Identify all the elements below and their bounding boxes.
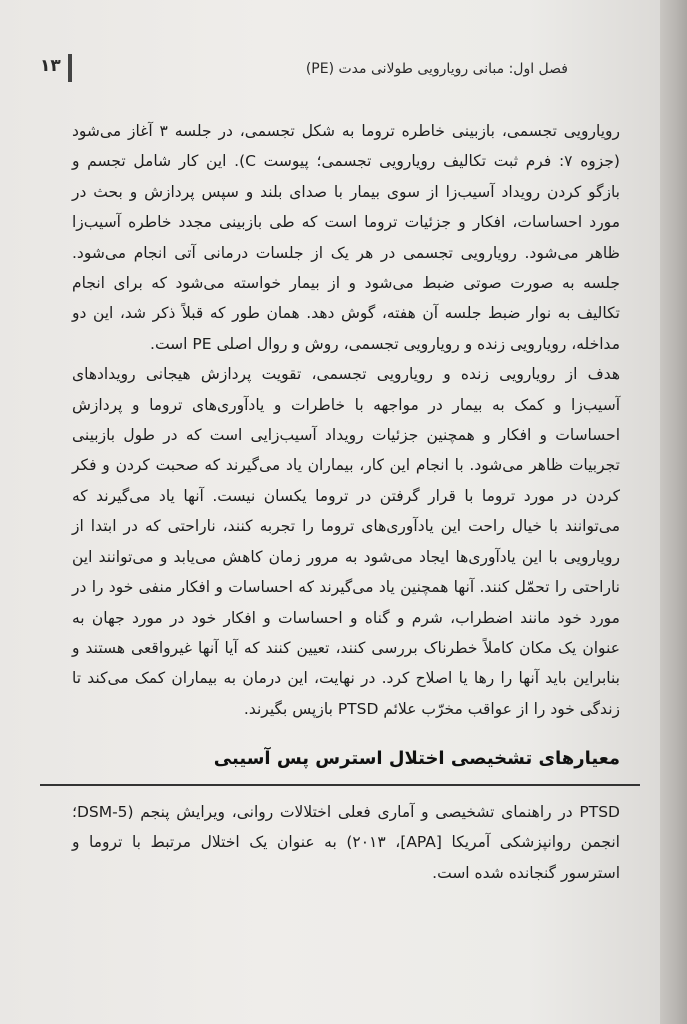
paragraph: هدف از رویارویی زنده و رویارویی تجسمی، تقویت پردازش هیجانی رویدادهای آسیب‌زا و کمک به بیمار در مواجهه با خاطرات و یادآوری‌های تروما و پردازش احساسات و افکار و همچنین جزئیات رویداد آسیب‌زایی است که در طول بازبینی تجربیات ظاهر می‌شود. با انجام این کار، بیماران یاد می‌گیرند که صحبت کردن و فکر کردن در مورد تروما با قرار گرفتن در تروما یکسان نیست. آنها یاد می‌گیرند که می‌توانند با خیال راحت این یادآوری‌های تروما را تجربه کنند، ناراحتی که در ابتدا از رویارویی با این یادآوری‌ها ایجاد می‌شود به مرور زمان کاهش می‌یابد و می‌توانند این ناراحتی را تحمّل کنند. آنها همچنین یاد می‌گیرند که احساسات و افکار منفی خود را در مورد خود مانند اضطراب، شرم و گناه و احساسات و افکار خود در مورد جهان به عنوان یک مکان کاملاً خطرناک بررسی کنند، تعیین کنند که آیا آنها غیرواقعی هستند و بنابراین باید آنها را رها یا اصلاح کرد. در نهایت، این درمان به بیماران کمک می‌کند تا زندگی خود را از عواقب مخرّب علائم PTSD بازپس بگیرند. [72,365,620,718]
chapter-title: فصل اول: مبانی رویارویی طولانی مدت (PE) [305,61,568,77]
running-header [40,54,580,84]
page-edge [660,0,687,1024]
paragraph: PTSD در راهنمای تشخیصی و آماری فعلی اختلالات روانی، ویرایش پنجم (DSM-5؛ انجمن روانپزشکی آمریکا [APA]، ۲۰۱۳) به عنوان یک اختلال مرتبط با تروما و استرسور گنجانده شده است. [72,803,620,882]
paragraph: رویارویی تجسمی، بازبینی خاطره تروما به شکل تجسمی، در جلسه ۳ آغاز می‌شود (جزوه ۷: فرم ثبت تکالیف رویارویی تجسمی؛ پیوست C). این کار شامل تجسم و بازگو کردن رویداد آسیب‌زا از سوی بیمار با صدای بلند و سپس پردازش و بحث در مورد احساسات، افکار و جزئیات تروما است که طی بازبینی مجدد خاطره آسیب‌زا ظاهر می‌شود. رویارویی تجسمی در هر یک از جلسات درمانی آتی انجام می‌شود. جلسه به صورت صوتی ضبط می‌شود و از بیمار خواسته می‌شود که برای انجام تکالیف به نوار ضبط جلسه آن هفته، گوش دهد. همان طور که قبلاً ذکر شد، این دو مداخله، رویارویی زنده و رویارویی تجسمی، روش و روال اصلی PE است. [72,122,620,353]
section-text [72,797,620,888]
header-divider [68,54,72,82]
body-text [72,116,620,724]
section-heading: معیارهای تشخیصی اختلال استرس پس آسیبی [213,748,620,769]
page-number: ۱۳ [40,56,61,76]
section-rule [40,784,640,786]
